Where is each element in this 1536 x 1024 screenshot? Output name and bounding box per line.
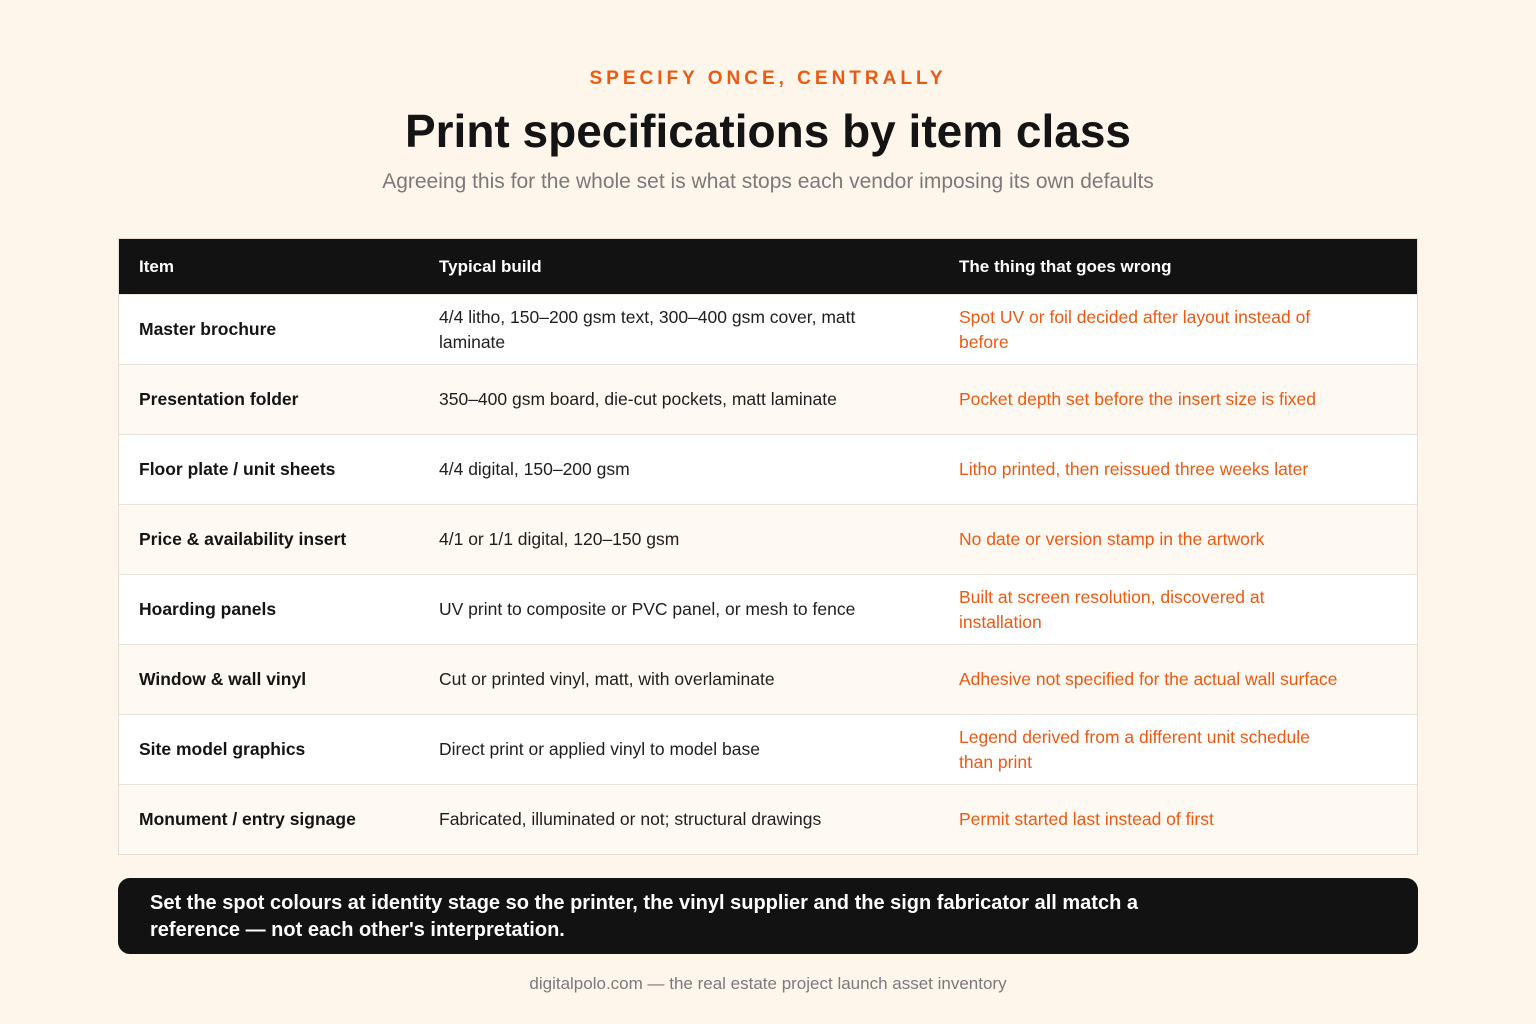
table-row (119, 434, 1417, 504)
cell-problem: No date or version stamp in the artwork (959, 529, 1265, 549)
cell-problem: Permit started last instead of first (959, 809, 1214, 829)
cell-problem: Adhesive not specified for the actual wall surface (959, 669, 1338, 689)
cell-item: Floor plate / unit sheets (139, 459, 336, 479)
table-row (119, 294, 1417, 364)
eyebrow-label: SPECIFY ONCE, CENTRALLY (589, 68, 947, 89)
cell-item: Monument / entry signage (139, 809, 356, 829)
table-row (119, 644, 1417, 714)
footer-credit: digitalpolo.com — the real estate project launch asset inventory (529, 974, 1007, 993)
callout-note: Set the spot colours at identity stage so the printer, the vinyl supplier and the sign fabricator all match a reference — not each other's interpretation. (118, 878, 1418, 954)
cell-build: 350–400 gsm board, die-cut pockets, matt laminate (439, 389, 837, 409)
table-row (119, 784, 1417, 854)
cell-item: Presentation folder (139, 389, 299, 409)
cell-problem: Litho printed, then reissued three weeks later (959, 459, 1309, 479)
page-title: Print specifications by item class (404, 105, 1132, 157)
cell-problem: Spot UV or foil decided after layout instead of before (959, 306, 1311, 352)
cell-problem: Built at screen resolution, discovered at installation (959, 586, 1265, 632)
cell-problem: Legend derived from a different unit schedule than print (959, 726, 1310, 772)
spec-table (118, 238, 1418, 855)
cell-problem: Pocket depth set before the insert size is fixed (959, 389, 1316, 409)
cell-item: Hoarding panels (139, 599, 277, 619)
column-header-build: Typical build (439, 256, 542, 276)
cell-build: 4/4 litho, 150–200 gsm text, 300–400 gsm cover, matt laminate (439, 306, 856, 352)
table-row (119, 504, 1417, 574)
column-header-problem: The thing that goes wrong (959, 256, 1172, 276)
cell-build: Fabricated, illuminated or not; structural drawings (439, 809, 822, 829)
cell-build: 4/4 digital, 150–200 gsm (439, 459, 630, 479)
cell-build: Cut or printed vinyl, matt, with overlaminate (439, 669, 775, 689)
page-subtitle: Agreeing this for the whole set is what stops each vendor imposing its own defaults (382, 170, 1154, 193)
cell-build: Direct print or applied vinyl to model base (439, 739, 760, 759)
cell-build: UV print to composite or PVC panel, or mesh to fence (439, 599, 856, 619)
table-header (119, 239, 1417, 294)
cell-build: 4/1 or 1/1 digital, 120–150 gsm (439, 529, 680, 549)
table-row (119, 574, 1417, 644)
cell-item: Price & availability insert (139, 529, 347, 549)
table-row (119, 714, 1417, 784)
table-body (119, 294, 1417, 854)
cell-item: Master brochure (139, 319, 277, 339)
cell-item: Site model graphics (139, 739, 306, 759)
cell-item: Window & wall vinyl (139, 669, 307, 689)
table-row (119, 364, 1417, 434)
column-header-item: Item (139, 256, 174, 276)
